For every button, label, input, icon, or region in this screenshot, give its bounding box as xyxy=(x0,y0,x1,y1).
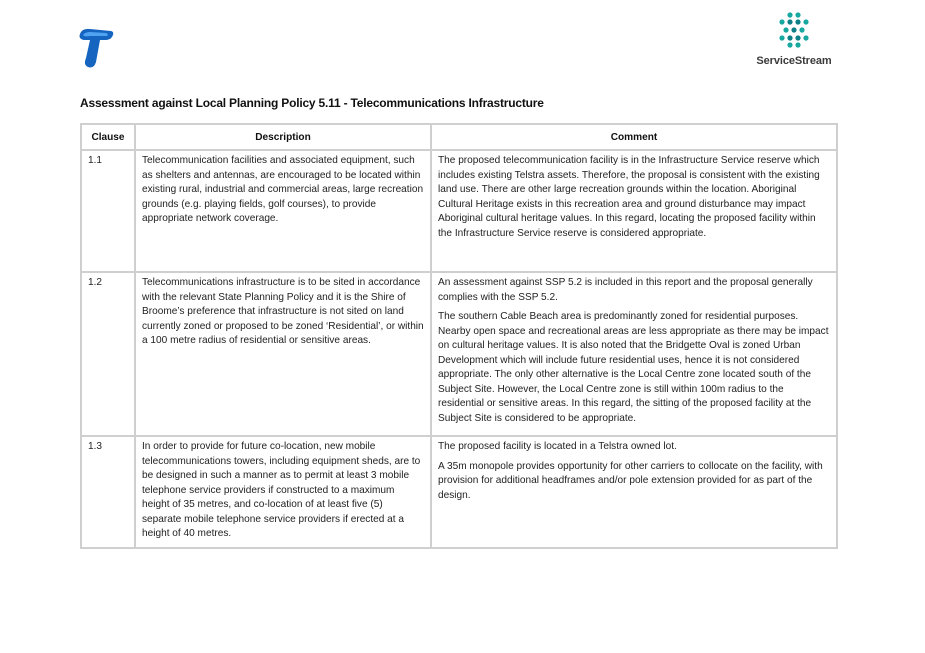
description-column-header: Description xyxy=(135,124,431,150)
comment-paragraph: The proposed facility is located in a Telstra owned lot. xyxy=(438,441,677,452)
telstra-logo xyxy=(78,28,114,68)
comment-cell xyxy=(431,436,837,548)
table-row xyxy=(81,150,837,272)
comment-column-header: Comment xyxy=(431,124,837,150)
comment-paragraph: The southern Cable Beach area is predominantly zoned for residential purposes. Nearby open space and recreational areas are less appropriate as there may be impact on cultural heritage values. It is also noted that the Bridgette Oval is zoned Urban Development which will include future residential uses, hence it is not considered appropriate. The only other alternative is the Local Centre zone located south of the Subject Site. However, the Local Centre zone is still within 100m radius to the residential or sensitive areas. In this regard, the sitting of the proposed facility at the Subject Site is considered to be appropriate. xyxy=(438,311,829,424)
clause-cell: 1.1 xyxy=(81,150,135,272)
table-header-row xyxy=(81,124,837,150)
comment-paragraph: An assessment against SSP 5.2 is included in this report and the proposal generally complies with the SSP 5.2. xyxy=(438,277,813,303)
servicestream-dots-icon xyxy=(776,12,812,48)
clause-column-header: Clause xyxy=(81,124,135,150)
description-cell: Telecommunication facilities and associated equipment, such as shelters and antennas, are encouraged to be located within existing rural, industrial and commercial areas, large recreation grounds (e.g. playing fields, golf courses), to provide appropriate network coverage. xyxy=(135,150,431,272)
comment-cell xyxy=(431,150,837,272)
assessment-table xyxy=(80,123,838,549)
comment-cell xyxy=(431,272,837,436)
document-title: Assessment against Local Planning Policy 5.11 - Telecommunications Infrastructure xyxy=(80,96,544,110)
clause-cell: 1.3 xyxy=(81,436,135,548)
servicestream-logo xyxy=(754,12,834,72)
description-cell: In order to provide for future co-location, new mobile telecommunications towers, including equipment sheds, are to be designed in such a manner as to permit at least 3 mobile telephone service providers if constructed to a maximum height of 35 metres, and co-location of at least five (5) separate mobile telephone service providers if erected at a height of 40 metres. xyxy=(135,436,431,548)
description-cell: Telecommunications infrastructure is to be sited in accordance with the relevant State Planning Policy and it is the Shire of Broome’s preference that infrastructure is not sited on land currently zoned or proposed to be zoned ‘Residential’, or within a 100 metre radius of residential or sensitive areas. xyxy=(135,272,431,436)
table-row xyxy=(81,436,837,548)
comment-paragraph: The proposed telecommunication facility is in the Infrastructure Service reserve which includes existing Telstra assets. Therefore, the proposal is consistent with the existing land use. There are other large recreation grounds within the location. Aboriginal Cultural Heritage exists in this recreation area and ground disturbance may impact Aboriginal cultural heritage values. In this regard, locating the proposed facility within the Infrastructure Service reserve is considered appropriate. xyxy=(438,155,820,239)
servicestream-wordmark: ServiceStream xyxy=(756,55,832,67)
comment-paragraph: A 35m monopole provides opportunity for other carriers to collocate on the facility, with provision for additional headframes and/or pole extension provided for as part of the design. xyxy=(438,460,823,501)
clause-cell: 1.2 xyxy=(81,272,135,436)
table-row xyxy=(81,272,837,436)
